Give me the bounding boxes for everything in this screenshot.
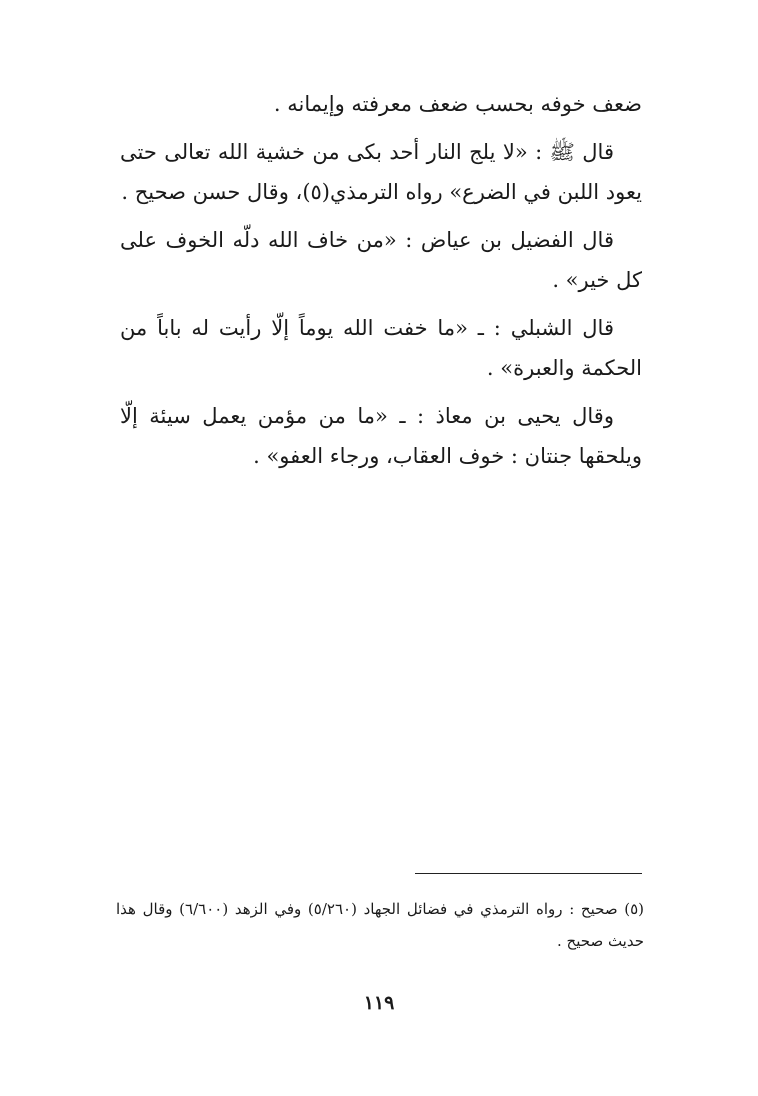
footnote: (٥) صحيح : رواه الترمذي في فضائل الجهاد (٥/٢٦٠) وفي الزهد (٦/٦٠٠) وقال هذا حديث صحيح . [116, 900, 644, 950]
main-text [120, 84, 642, 484]
page-number: ١١٩ [363, 992, 395, 1014]
paragraph-shibli: قال الشبلي : ـ «ما خفت الله يوماً إلّا رأيت له باباً من الحكمة والعبرة» . [120, 316, 642, 380]
paragraph-continuation: ضعف خوفه بحسب ضعف معرفته وإيمانه . [273, 92, 642, 116]
paragraph-fudayl: قال الفضيل بن عياض : «من خاف الله دلّه الخوف على كل خير» . [120, 228, 642, 292]
paragraph-hadith: قال ﷺ : «لا يلج النار أحد بكى من خشية الله تعالى حتى يعود اللبن في الضرع» رواه الترمذي(٥)، وقال حسن صحيح . [120, 140, 642, 204]
footnote-divider [415, 873, 642, 874]
paragraph-yahya: وقال يحيى بن معاذ : ـ «ما من مؤمن يعمل سيئة إلّا ويلحقها جنتان : خوف العقاب، ورجاء العفو» . [120, 404, 642, 468]
